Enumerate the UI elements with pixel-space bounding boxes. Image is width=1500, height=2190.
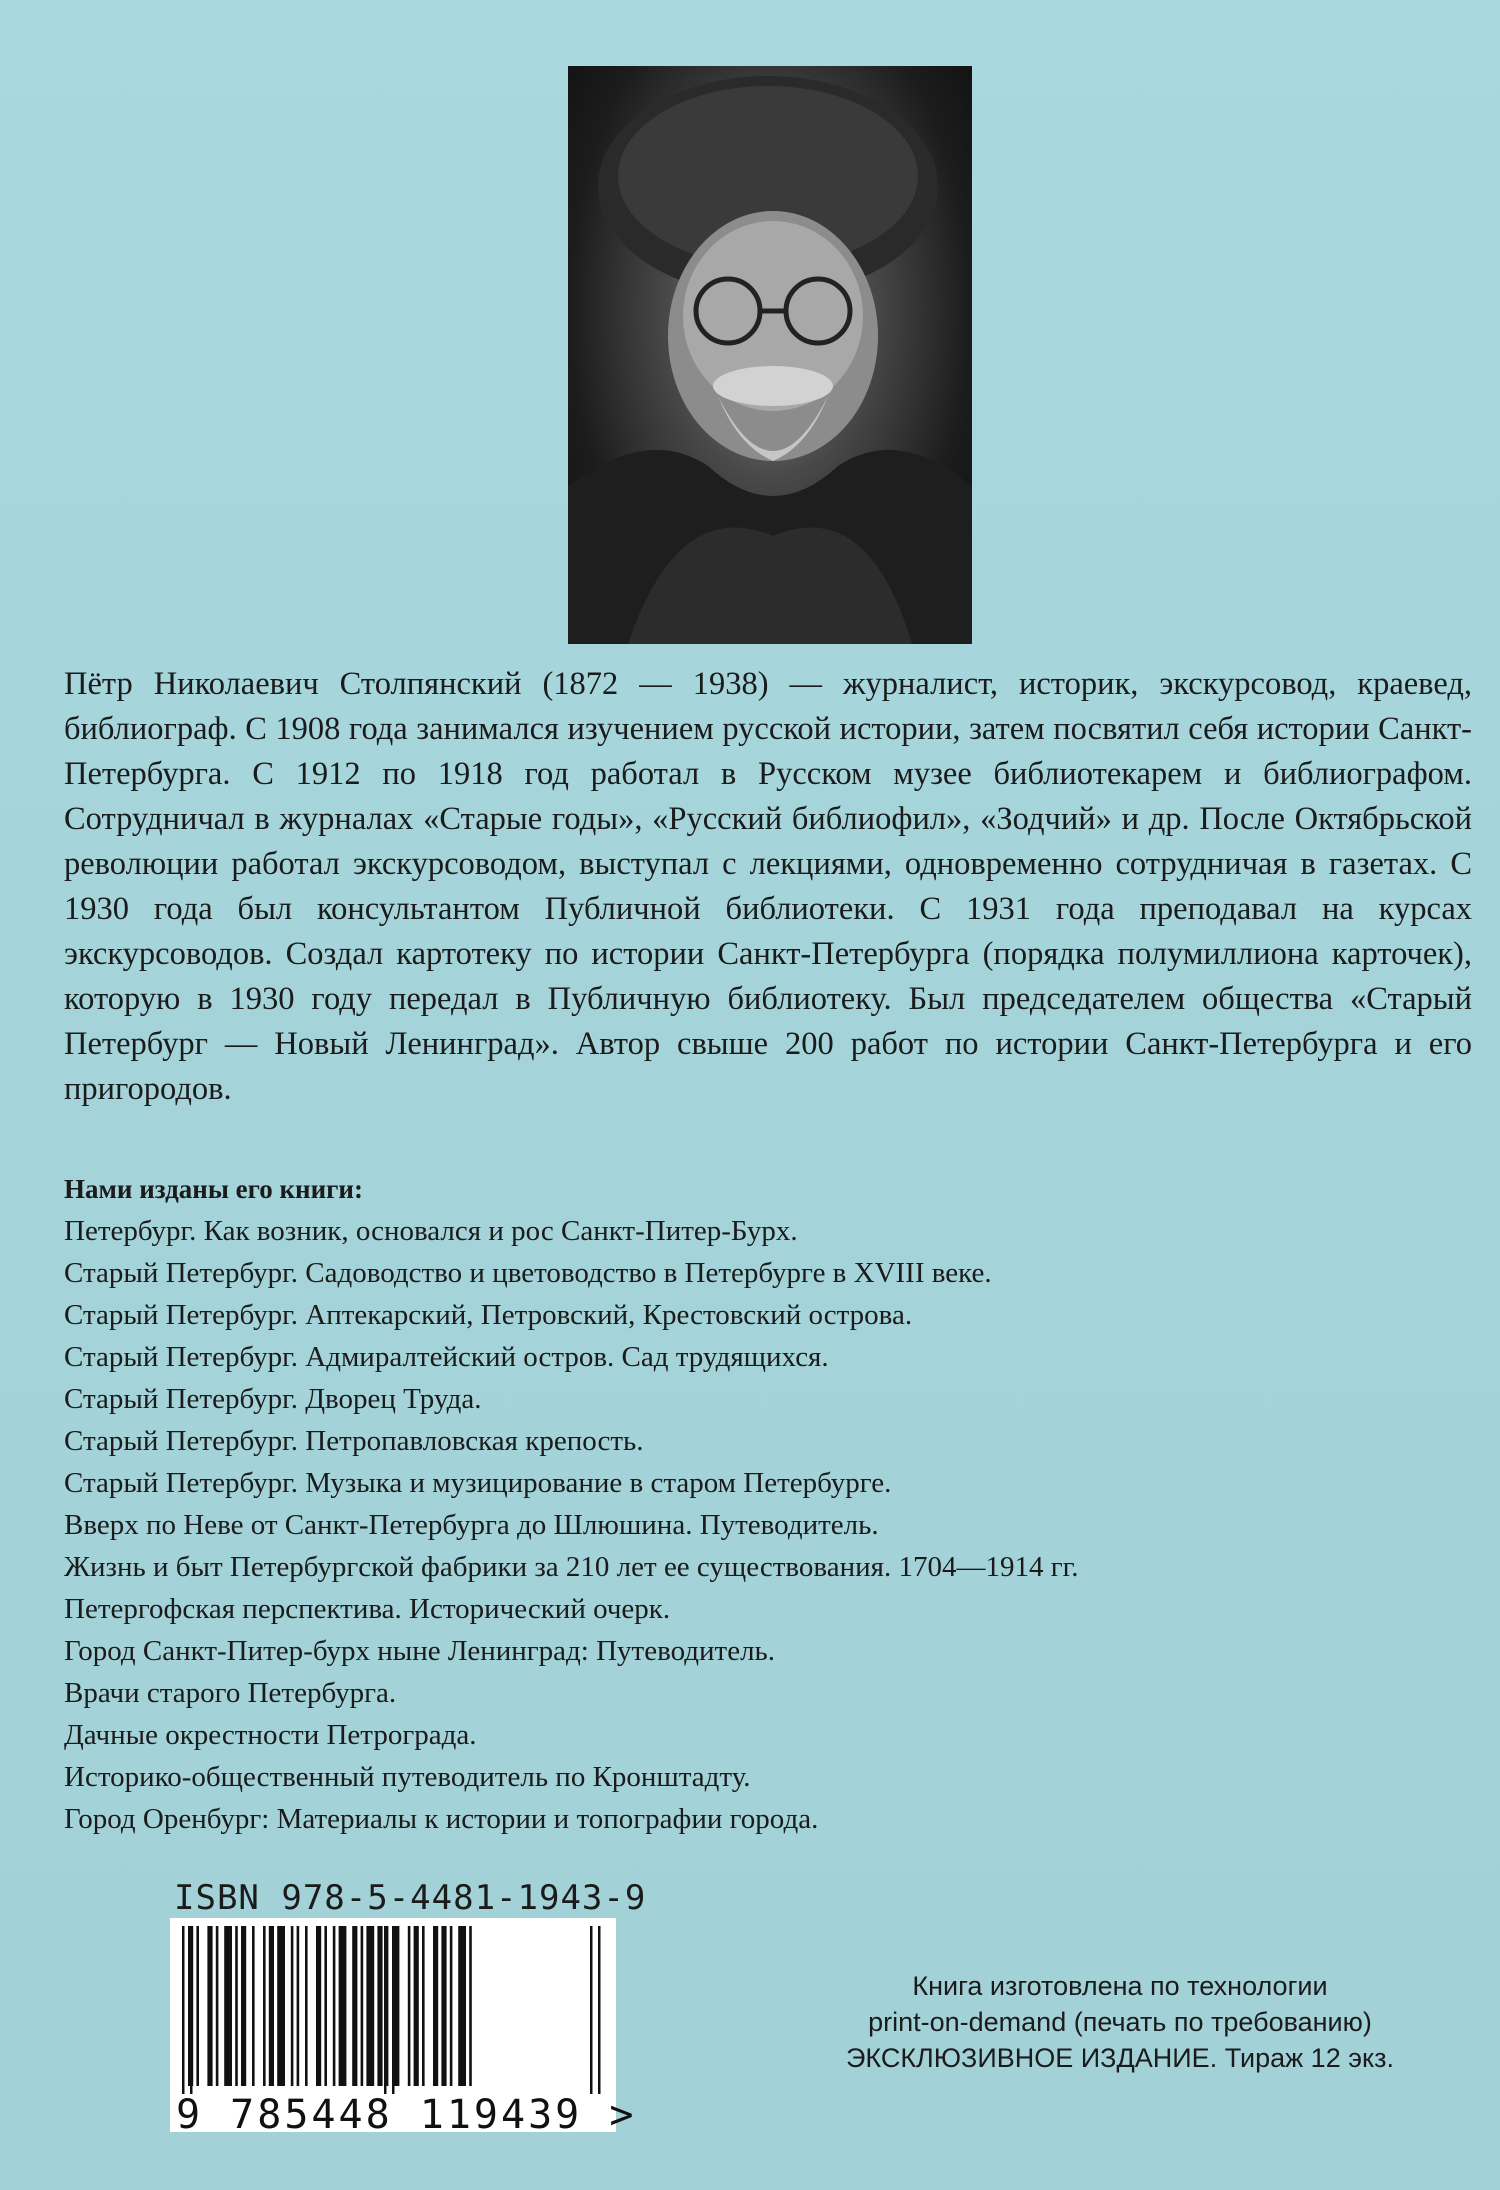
- ean-digits: 9 785448 119439 >: [176, 2092, 637, 2138]
- isbn-number: ISBN 978-5-4481-1943-9: [174, 1878, 647, 1918]
- list-item: Город Оренбург: Материалы к истории и топографии города.: [64, 1803, 819, 1835]
- list-item: Старый Петербург. Садоводство и цветоводство в Петербурге в XVIII веке.: [64, 1257, 992, 1289]
- pod-line-3: ЭКСКЛЮЗИВНОЕ ИЗДАНИЕ. Тираж 12 экз.: [845, 2043, 1394, 2073]
- pod-line-2: print-on-demand (печать по требованию): [868, 2007, 1372, 2037]
- pod-line-1: Книга изготовлена по технологии: [912, 1971, 1328, 2001]
- portrait-photo: [568, 66, 972, 644]
- print-on-demand-note: [770, 1968, 1470, 2076]
- list-item: Историко-общественный путеводитель по Кронштадту.: [64, 1761, 751, 1793]
- list-item: Старый Петербург. Аптекарский, Петровский, Крестовский острова.: [64, 1299, 913, 1331]
- list-item: Старый Петербург. Петропавловская крепость.: [64, 1425, 644, 1457]
- author-biography: Пётр Николаевич Столпянский (1872 — 1938) — журналист, историк, экскурсовод, краевед, библиограф. С 1908 года занимался изучением русской истории, затем посвятил себя истории Санкт-Петербурга. С 1912 по 1918 год работал в Русском музее библиотекарем и библиографом. Сотрудничал в журналах «Старые годы», «Русский библиофил», «Зодчий» и др. После Октябрьской революции работал экскурсоводом, выступал с лекциями, одновременно сотрудничая в газетах. С 1930 года был консультантом Публичной библиотеки. С 1931 года преподавал на курсах экскурсоводов. Создал картотеку по истории Санкт-Петербурга (порядка полумиллиона карточек), которую в 1930 году передал в Публичную библиотеку. Был председателем общества «Старый Петербург — Новый Ленинград». Автор свыше 200 работ по истории Санкт-Петербурга и его пригородов.: [64, 666, 1472, 1107]
- list-item: Старый Петербург. Дворец Труда.: [64, 1383, 482, 1415]
- list-item: Врачи старого Петербурга.: [64, 1677, 397, 1709]
- list-item: Вверх по Неве от Санкт-Петербурга до Шлюшина. Путеводитель.: [64, 1509, 879, 1541]
- list-item: Дачные окрестности Петрограда.: [64, 1719, 477, 1751]
- list-item: Старый Петербург. Музыка и музицирование в старом Петербурге.: [64, 1467, 892, 1499]
- list-item: Петербург. Как возник, основался и рос Санкт-Питер-Бурх.: [64, 1215, 798, 1247]
- list-item: Петергофская перспектива. Исторический очерк.: [64, 1593, 671, 1625]
- list-item: Город Санкт-Питер-бурх ныне Ленинград: Путеводитель.: [64, 1635, 776, 1667]
- portrait-icon: [568, 66, 972, 644]
- books-heading: Нами изданы его книги:: [64, 1174, 363, 1204]
- list-item: Старый Петербург. Адмиралтейский остров. Сад трудящихся.: [64, 1341, 829, 1373]
- books-list: [64, 1210, 1464, 1840]
- list-item: Жизнь и быт Петербургской фабрики за 210 лет ее существования. 1704—1914 гг.: [64, 1551, 1079, 1583]
